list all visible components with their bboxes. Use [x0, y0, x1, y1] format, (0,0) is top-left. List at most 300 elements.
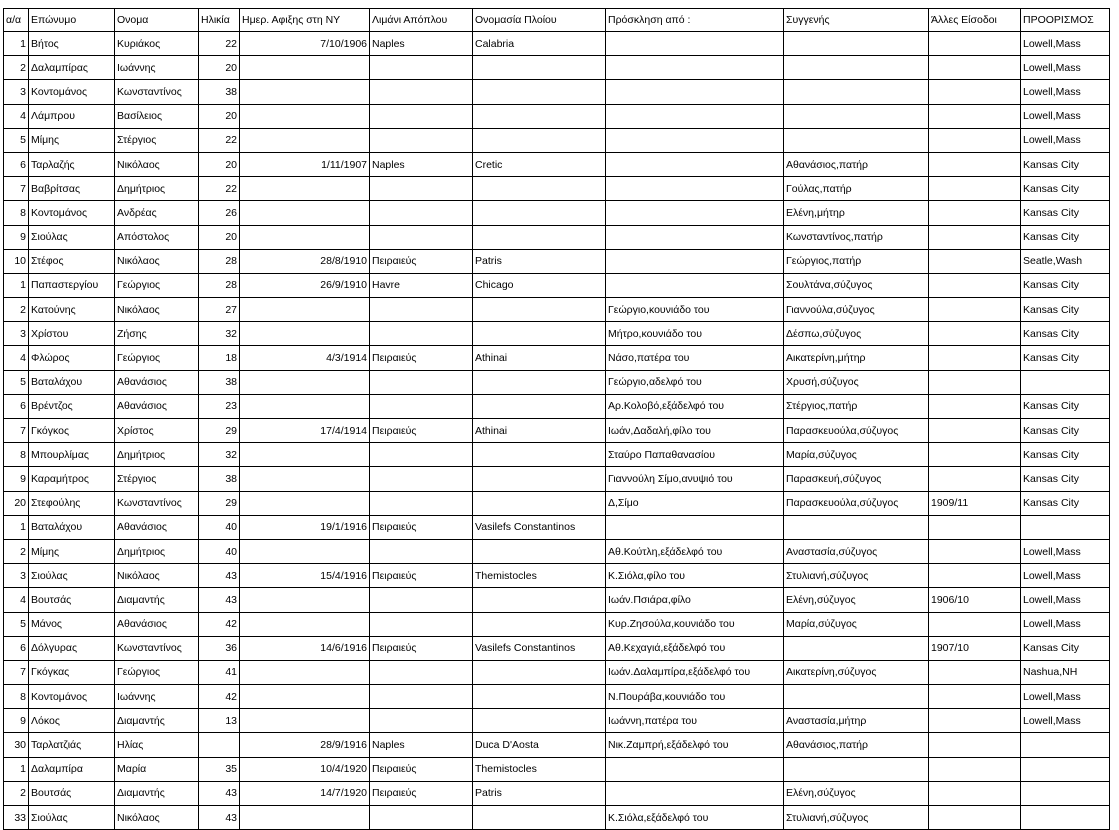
cell-index[interactable]: 2 [4, 781, 29, 805]
cell-surname[interactable]: Κοντομάνος [29, 80, 115, 104]
cell-ship-name[interactable] [473, 491, 606, 515]
cell-destination[interactable]: Lowell,Mass [1021, 612, 1110, 636]
cell-destination[interactable]: Kansas City [1021, 177, 1110, 201]
cell-other-entries[interactable] [929, 201, 1021, 225]
cell-destination[interactable]: Kansas City [1021, 636, 1110, 660]
cell-first-name[interactable]: Νικόλαος [115, 806, 199, 830]
cell-invited-by[interactable]: Γεώργιο,κουνιάδο του [606, 298, 784, 322]
cell-departure-port[interactable]: Πειραιεύς [370, 419, 473, 443]
cell-destination[interactable]: Lowell,Mass [1021, 32, 1110, 56]
cell-other-entries[interactable] [929, 322, 1021, 346]
cell-destination[interactable]: Lowell,Mass [1021, 104, 1110, 128]
cell-ship-name[interactable]: Athinai [473, 346, 606, 370]
cell-departure-port[interactable] [370, 56, 473, 80]
cell-surname[interactable]: Βήτος [29, 32, 115, 56]
cell-relative[interactable]: Παρασκευή,σύζυγος [784, 467, 929, 491]
cell-ship-name[interactable] [473, 588, 606, 612]
cell-arrival-date[interactable]: 17/4/1914 [240, 419, 370, 443]
cell-relative[interactable] [784, 128, 929, 152]
cell-other-entries[interactable] [929, 177, 1021, 201]
cell-destination[interactable]: Lowell,Mass [1021, 56, 1110, 80]
cell-destination[interactable] [1021, 515, 1110, 539]
cell-destination[interactable]: Kansas City [1021, 152, 1110, 176]
table-row[interactable] [4, 32, 1110, 56]
table-row[interactable] [4, 636, 1110, 660]
cell-age[interactable]: 22 [199, 128, 240, 152]
cell-invited-by[interactable]: Γιαννούλη Σίμο,ανυψιό του [606, 467, 784, 491]
table-row[interactable] [4, 56, 1110, 80]
cell-ship-name[interactable]: Chicago [473, 273, 606, 297]
table-row[interactable] [4, 733, 1110, 757]
cell-first-name[interactable]: Αθανάσιος [115, 515, 199, 539]
cell-other-entries[interactable] [929, 443, 1021, 467]
cell-relative[interactable]: Ελένη,μήτηρ [784, 201, 929, 225]
cell-surname[interactable]: Σιούλας [29, 225, 115, 249]
cell-invited-by[interactable] [606, 515, 784, 539]
cell-surname[interactable]: Κατούνης [29, 298, 115, 322]
cell-relative[interactable]: Αναστασία,σύζυγος [784, 539, 929, 563]
table-row[interactable] [4, 177, 1110, 201]
cell-surname[interactable]: Μίμης [29, 128, 115, 152]
cell-ship-name[interactable]: Vasilefs Constantinos [473, 636, 606, 660]
cell-relative[interactable] [784, 104, 929, 128]
cell-surname[interactable]: Παπαστεργίου [29, 273, 115, 297]
cell-first-name[interactable]: Αθανάσιος [115, 370, 199, 394]
cell-departure-port[interactable]: Πειραιεύς [370, 564, 473, 588]
cell-first-name[interactable]: Απόστολος [115, 225, 199, 249]
cell-destination[interactable]: Kansas City [1021, 394, 1110, 418]
cell-other-entries[interactable] [929, 564, 1021, 588]
cell-departure-port[interactable] [370, 685, 473, 709]
table-row[interactable] [4, 370, 1110, 394]
cell-first-name[interactable]: Στέργιος [115, 467, 199, 491]
cell-relative[interactable]: Στυλιανή,σύζυγος [784, 806, 929, 830]
cell-invited-by[interactable]: Ιωάννη,πατέρα του [606, 709, 784, 733]
cell-surname[interactable]: Φλώρος [29, 346, 115, 370]
cell-first-name[interactable]: Ηλίας [115, 733, 199, 757]
cell-departure-port[interactable]: Πειραιεύς [370, 636, 473, 660]
cell-invited-by[interactable] [606, 225, 784, 249]
cell-ship-name[interactable]: Duca D'Aosta [473, 733, 606, 757]
cell-age[interactable]: 38 [199, 80, 240, 104]
cell-first-name[interactable]: Βασίλειος [115, 104, 199, 128]
cell-surname[interactable]: Σιούλας [29, 564, 115, 588]
cell-age[interactable]: 29 [199, 491, 240, 515]
cell-relative[interactable]: Κωνσταντίνος,πατήρ [784, 225, 929, 249]
cell-surname[interactable]: Ταρλατζιάς [29, 733, 115, 757]
cell-index[interactable]: 4 [4, 346, 29, 370]
cell-other-entries[interactable] [929, 394, 1021, 418]
table-row[interactable] [4, 273, 1110, 297]
cell-destination[interactable]: Kansas City [1021, 346, 1110, 370]
cell-index[interactable]: 9 [4, 225, 29, 249]
table-row[interactable] [4, 419, 1110, 443]
cell-departure-port[interactable]: Naples [370, 32, 473, 56]
cell-surname[interactable]: Δόλγυρας [29, 636, 115, 660]
cell-destination[interactable] [1021, 757, 1110, 781]
cell-age[interactable] [199, 733, 240, 757]
cell-destination[interactable] [1021, 806, 1110, 830]
cell-invited-by[interactable]: Κ.Σιόλα,εξάδελφό του [606, 806, 784, 830]
cell-departure-port[interactable] [370, 806, 473, 830]
cell-ship-name[interactable] [473, 225, 606, 249]
table-row[interactable] [4, 322, 1110, 346]
cell-other-entries[interactable] [929, 419, 1021, 443]
cell-other-entries[interactable]: 1909/11 [929, 491, 1021, 515]
cell-other-entries[interactable] [929, 806, 1021, 830]
cell-arrival-date[interactable] [240, 177, 370, 201]
cell-age[interactable]: 43 [199, 564, 240, 588]
table-row[interactable] [4, 346, 1110, 370]
cell-other-entries[interactable] [929, 757, 1021, 781]
cell-index[interactable]: 1 [4, 273, 29, 297]
table-row[interactable] [4, 394, 1110, 418]
cell-index[interactable]: 1 [4, 757, 29, 781]
cell-ship-name[interactable]: Themistocles [473, 757, 606, 781]
cell-index[interactable]: 3 [4, 322, 29, 346]
cell-relative[interactable]: Αθανάσιος,πατήρ [784, 733, 929, 757]
cell-destination[interactable]: Kansas City [1021, 419, 1110, 443]
cell-age[interactable]: 38 [199, 467, 240, 491]
table-row[interactable] [4, 709, 1110, 733]
table-row[interactable] [4, 443, 1110, 467]
column-header-relative[interactable]: Συγγενής [784, 9, 929, 32]
cell-index[interactable]: 5 [4, 612, 29, 636]
cell-arrival-date[interactable] [240, 467, 370, 491]
cell-index[interactable]: 7 [4, 660, 29, 684]
cell-departure-port[interactable] [370, 322, 473, 346]
cell-departure-port[interactable] [370, 80, 473, 104]
cell-index[interactable]: 10 [4, 249, 29, 273]
table-row[interactable] [4, 152, 1110, 176]
cell-surname[interactable]: Στεφούλης [29, 491, 115, 515]
cell-other-entries[interactable] [929, 80, 1021, 104]
cell-departure-port[interactable]: Πειραιεύς [370, 781, 473, 805]
cell-destination[interactable]: Lowell,Mass [1021, 128, 1110, 152]
cell-departure-port[interactable] [370, 443, 473, 467]
cell-relative[interactable] [784, 515, 929, 539]
cell-first-name[interactable]: Διαμαντής [115, 781, 199, 805]
cell-departure-port[interactable]: Πειραιεύς [370, 249, 473, 273]
cell-departure-port[interactable]: Πειραιεύς [370, 515, 473, 539]
cell-arrival-date[interactable]: 4/3/1914 [240, 346, 370, 370]
cell-first-name[interactable]: Ζήσης [115, 322, 199, 346]
cell-departure-port[interactable]: Havre [370, 273, 473, 297]
cell-destination[interactable]: Lowell,Mass [1021, 80, 1110, 104]
table-row[interactable] [4, 201, 1110, 225]
cell-destination[interactable]: Kansas City [1021, 467, 1110, 491]
cell-other-entries[interactable]: 1907/10 [929, 636, 1021, 660]
cell-index[interactable]: 8 [4, 443, 29, 467]
cell-index[interactable]: 9 [4, 467, 29, 491]
cell-first-name[interactable]: Κωνσταντίνος [115, 80, 199, 104]
table-row[interactable] [4, 225, 1110, 249]
column-header-index[interactable]: α/α [4, 9, 29, 32]
cell-age[interactable]: 28 [199, 273, 240, 297]
cell-arrival-date[interactable]: 1/11/1907 [240, 152, 370, 176]
cell-arrival-date[interactable] [240, 588, 370, 612]
cell-index[interactable]: 20 [4, 491, 29, 515]
cell-invited-by[interactable]: Μήτρο,κουνιάδο του [606, 322, 784, 346]
cell-departure-port[interactable]: Πειραιεύς [370, 757, 473, 781]
cell-invited-by[interactable] [606, 128, 784, 152]
cell-ship-name[interactable] [473, 443, 606, 467]
cell-age[interactable]: 22 [199, 177, 240, 201]
cell-first-name[interactable]: Νικόλαος [115, 298, 199, 322]
cell-invited-by[interactable]: Σταύρο Παπαθανασίου [606, 443, 784, 467]
cell-arrival-date[interactable] [240, 201, 370, 225]
table-row[interactable] [4, 806, 1110, 830]
cell-destination[interactable]: Nashua,NH [1021, 660, 1110, 684]
table-row[interactable] [4, 539, 1110, 563]
cell-index[interactable]: 2 [4, 539, 29, 563]
cell-destination[interactable]: Kansas City [1021, 201, 1110, 225]
cell-invited-by[interactable]: Αθ.Κούτλη,εξάδελφό του [606, 539, 784, 563]
cell-arrival-date[interactable] [240, 80, 370, 104]
table-row[interactable] [4, 515, 1110, 539]
cell-surname[interactable]: Βρέντζος [29, 394, 115, 418]
cell-relative[interactable]: Μαρία,σύζυγος [784, 612, 929, 636]
cell-other-entries[interactable] [929, 370, 1021, 394]
cell-arrival-date[interactable]: 28/9/1916 [240, 733, 370, 757]
cell-arrival-date[interactable] [240, 709, 370, 733]
cell-age[interactable]: 18 [199, 346, 240, 370]
cell-surname[interactable]: Λάμπρου [29, 104, 115, 128]
table-row[interactable] [4, 104, 1110, 128]
cell-arrival-date[interactable] [240, 225, 370, 249]
cell-relative[interactable] [784, 685, 929, 709]
cell-index[interactable]: 8 [4, 201, 29, 225]
cell-destination[interactable]: Lowell,Mass [1021, 588, 1110, 612]
cell-age[interactable]: 28 [199, 249, 240, 273]
cell-other-entries[interactable] [929, 660, 1021, 684]
cell-age[interactable]: 29 [199, 419, 240, 443]
cell-ship-name[interactable] [473, 177, 606, 201]
cell-other-entries[interactable] [929, 612, 1021, 636]
column-header-arrival-date[interactable]: Ημερ. Αφιξης στη ΝΥ [240, 9, 370, 32]
cell-index[interactable]: 6 [4, 394, 29, 418]
cell-relative[interactable]: Γεώργιος,πατήρ [784, 249, 929, 273]
cell-ship-name[interactable] [473, 539, 606, 563]
cell-ship-name[interactable] [473, 80, 606, 104]
cell-ship-name[interactable] [473, 660, 606, 684]
cell-other-entries[interactable] [929, 467, 1021, 491]
cell-relative[interactable] [784, 757, 929, 781]
cell-other-entries[interactable] [929, 152, 1021, 176]
column-header-departure-port[interactable]: Λιμάνι Απόπλου [370, 9, 473, 32]
cell-index[interactable]: 8 [4, 685, 29, 709]
cell-surname[interactable]: Βουτσάς [29, 588, 115, 612]
cell-departure-port[interactable] [370, 201, 473, 225]
cell-invited-by[interactable] [606, 177, 784, 201]
cell-other-entries[interactable] [929, 225, 1021, 249]
cell-ship-name[interactable]: Patris [473, 781, 606, 805]
cell-relative[interactable]: Χρυσή,σύζυγος [784, 370, 929, 394]
cell-relative[interactable]: Αικατερίνη,σύζυγος [784, 660, 929, 684]
cell-ship-name[interactable] [473, 128, 606, 152]
cell-ship-name[interactable] [473, 298, 606, 322]
cell-destination[interactable]: Kansas City [1021, 225, 1110, 249]
cell-age[interactable]: 43 [199, 588, 240, 612]
cell-invited-by[interactable]: Νικ.Ζαμπρή,εξάδελφό του [606, 733, 784, 757]
cell-departure-port[interactable] [370, 394, 473, 418]
cell-invited-by[interactable] [606, 249, 784, 273]
cell-first-name[interactable]: Διαμαντής [115, 709, 199, 733]
cell-departure-port[interactable] [370, 104, 473, 128]
cell-index[interactable]: 7 [4, 419, 29, 443]
cell-arrival-date[interactable] [240, 491, 370, 515]
cell-other-entries[interactable] [929, 733, 1021, 757]
cell-first-name[interactable]: Νικόλαος [115, 564, 199, 588]
cell-arrival-date[interactable] [240, 298, 370, 322]
cell-invited-by[interactable]: Κ.Σιόλα,φίλο του [606, 564, 784, 588]
cell-relative[interactable]: Στέργιος,πατήρ [784, 394, 929, 418]
cell-relative[interactable] [784, 636, 929, 660]
cell-relative[interactable] [784, 56, 929, 80]
cell-age[interactable]: 40 [199, 539, 240, 563]
cell-arrival-date[interactable] [240, 394, 370, 418]
cell-age[interactable]: 40 [199, 515, 240, 539]
cell-invited-by[interactable]: Κυρ.Ζησούλα,κουνιάδο του [606, 612, 784, 636]
cell-index[interactable]: 1 [4, 32, 29, 56]
cell-other-entries[interactable] [929, 32, 1021, 56]
cell-other-entries[interactable] [929, 128, 1021, 152]
cell-age[interactable]: 20 [199, 104, 240, 128]
table-row[interactable] [4, 128, 1110, 152]
cell-ship-name[interactable]: Athinai [473, 419, 606, 443]
cell-ship-name[interactable]: Calabria [473, 32, 606, 56]
cell-surname[interactable]: Ταρλαζής [29, 152, 115, 176]
cell-surname[interactable]: Καραμήτρος [29, 467, 115, 491]
table-row[interactable] [4, 660, 1110, 684]
cell-arrival-date[interactable] [240, 443, 370, 467]
cell-ship-name[interactable] [473, 201, 606, 225]
cell-first-name[interactable]: Κωνσταντίνος [115, 491, 199, 515]
cell-ship-name[interactable] [473, 709, 606, 733]
cell-invited-by[interactable] [606, 152, 784, 176]
cell-destination[interactable]: Seatle,Wash [1021, 249, 1110, 273]
cell-destination[interactable]: Kansas City [1021, 298, 1110, 322]
cell-invited-by[interactable]: Γεώργιο,αδελφό του [606, 370, 784, 394]
cell-relative[interactable] [784, 32, 929, 56]
cell-index[interactable]: 33 [4, 806, 29, 830]
cell-surname[interactable]: Βαταλάχου [29, 515, 115, 539]
table-row[interactable] [4, 781, 1110, 805]
cell-first-name[interactable]: Γεώργιος [115, 273, 199, 297]
cell-first-name[interactable]: Μαρία [115, 757, 199, 781]
cell-relative[interactable] [784, 80, 929, 104]
cell-invited-by[interactable]: Αρ.Κολοβό,εξάδελφό του [606, 394, 784, 418]
cell-ship-name[interactable] [473, 56, 606, 80]
cell-first-name[interactable]: Διαμαντής [115, 588, 199, 612]
cell-first-name[interactable]: Αθανάσιος [115, 612, 199, 636]
cell-departure-port[interactable]: Πειραιεύς [370, 346, 473, 370]
cell-relative[interactable]: Αικατερίνη,μήτηρ [784, 346, 929, 370]
cell-arrival-date[interactable] [240, 685, 370, 709]
cell-other-entries[interactable] [929, 781, 1021, 805]
cell-invited-by[interactable]: Ιωάν.Πσιάρα,φίλο [606, 588, 784, 612]
cell-age[interactable]: 20 [199, 56, 240, 80]
table-row[interactable] [4, 491, 1110, 515]
cell-arrival-date[interactable] [240, 660, 370, 684]
cell-arrival-date[interactable]: 7/10/1906 [240, 32, 370, 56]
table-row[interactable] [4, 685, 1110, 709]
cell-ship-name[interactable]: Vasilefs Constantinos [473, 515, 606, 539]
cell-other-entries[interactable] [929, 346, 1021, 370]
table-row[interactable] [4, 612, 1110, 636]
cell-departure-port[interactable] [370, 491, 473, 515]
cell-ship-name[interactable] [473, 612, 606, 636]
cell-departure-port[interactable] [370, 298, 473, 322]
cell-other-entries[interactable] [929, 515, 1021, 539]
cell-destination[interactable]: Lowell,Mass [1021, 685, 1110, 709]
cell-surname[interactable]: Δαλαμπίρα [29, 757, 115, 781]
cell-first-name[interactable]: Δημήτριος [115, 443, 199, 467]
cell-first-name[interactable]: Ιωάννης [115, 685, 199, 709]
cell-destination[interactable]: Lowell,Mass [1021, 564, 1110, 588]
cell-other-entries[interactable]: 1906/10 [929, 588, 1021, 612]
cell-destination[interactable] [1021, 370, 1110, 394]
cell-arrival-date[interactable]: 14/7/1920 [240, 781, 370, 805]
table-row[interactable] [4, 564, 1110, 588]
cell-relative[interactable]: Δέσπω,σύζυγος [784, 322, 929, 346]
cell-arrival-date[interactable] [240, 612, 370, 636]
column-header-other-entries[interactable]: Άλλες Είσοδοι [929, 9, 1021, 32]
cell-departure-port[interactable] [370, 660, 473, 684]
cell-surname[interactable]: Γκόγκος [29, 419, 115, 443]
cell-surname[interactable]: Σιούλας [29, 806, 115, 830]
cell-other-entries[interactable] [929, 298, 1021, 322]
cell-ship-name[interactable]: Patris [473, 249, 606, 273]
table-row[interactable] [4, 467, 1110, 491]
cell-relative[interactable]: Σουλτάνα,σύζυγος [784, 273, 929, 297]
cell-first-name[interactable]: Δημήτριος [115, 539, 199, 563]
cell-invited-by[interactable] [606, 757, 784, 781]
cell-index[interactable]: 7 [4, 177, 29, 201]
cell-index[interactable]: 3 [4, 564, 29, 588]
cell-relative[interactable]: Παρασκευούλα,σύζυγος [784, 419, 929, 443]
cell-surname[interactable]: Χρίστου [29, 322, 115, 346]
cell-invited-by[interactable] [606, 781, 784, 805]
cell-departure-port[interactable] [370, 128, 473, 152]
cell-arrival-date[interactable] [240, 322, 370, 346]
table-row[interactable] [4, 249, 1110, 273]
cell-relative[interactable]: Στυλιανή,σύζυγος [784, 564, 929, 588]
cell-invited-by[interactable]: Ιωάν.Δαλαμπίρα,εξάδελφό του [606, 660, 784, 684]
cell-arrival-date[interactable]: 26/9/1910 [240, 273, 370, 297]
cell-relative[interactable]: Μαρία,σύζυγος [784, 443, 929, 467]
cell-ship-name[interactable]: Themistocles [473, 564, 606, 588]
cell-arrival-date[interactable]: 14/6/1916 [240, 636, 370, 660]
cell-departure-port[interactable] [370, 588, 473, 612]
cell-invited-by[interactable] [606, 104, 784, 128]
cell-ship-name[interactable] [473, 104, 606, 128]
cell-surname[interactable]: Δαλαμπίρας [29, 56, 115, 80]
cell-destination[interactable]: Lowell,Mass [1021, 709, 1110, 733]
cell-index[interactable]: 5 [4, 370, 29, 394]
cell-surname[interactable]: Γκόγκας [29, 660, 115, 684]
cell-ship-name[interactable] [473, 322, 606, 346]
cell-ship-name[interactable] [473, 685, 606, 709]
column-header-ship-name[interactable]: Ονομασία Πλοίου [473, 9, 606, 32]
cell-first-name[interactable]: Κυριάκος [115, 32, 199, 56]
cell-surname[interactable]: Βαταλάχου [29, 370, 115, 394]
cell-age[interactable]: 38 [199, 370, 240, 394]
cell-surname[interactable]: Βαβρίτσας [29, 177, 115, 201]
cell-first-name[interactable]: Δημήτριος [115, 177, 199, 201]
cell-relative[interactable]: Παρασκευούλα,σύζυγος [784, 491, 929, 515]
cell-relative[interactable]: Αναστασία,μήτηρ [784, 709, 929, 733]
